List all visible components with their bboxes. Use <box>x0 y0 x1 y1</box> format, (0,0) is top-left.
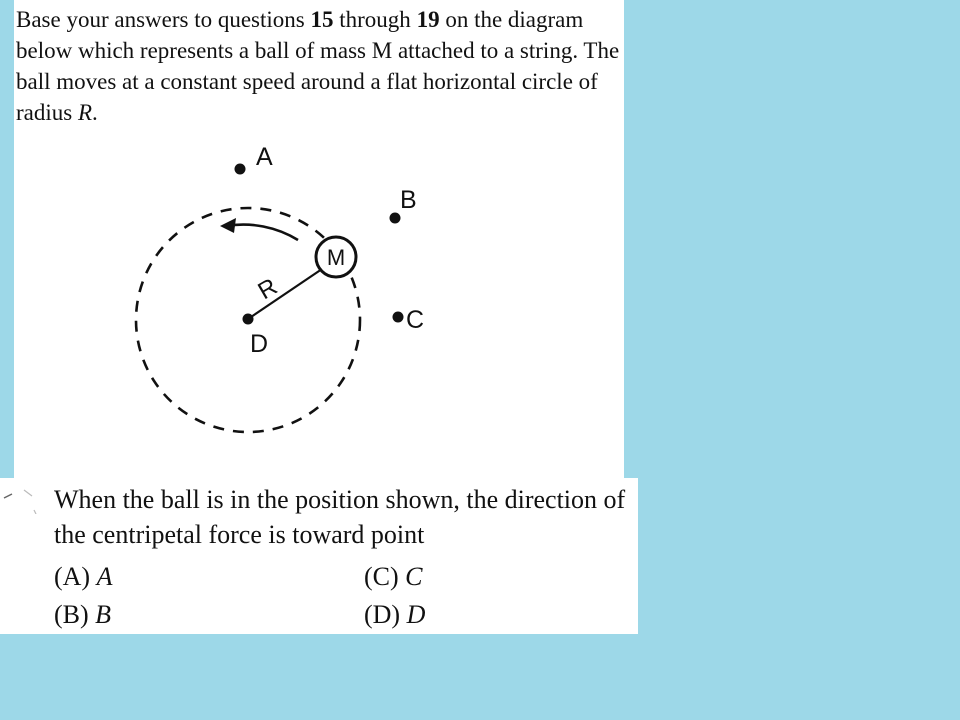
string-line <box>248 269 322 319</box>
motion-arrow <box>226 225 298 240</box>
point-b <box>390 213 401 224</box>
point-a <box>235 164 246 175</box>
intro-part3: on the diagram below which represents a ball of mass M attached to a string. The ball moves at a constant speed around a flat horizontal circle of radius <box>16 7 620 125</box>
question-panel <box>0 478 638 634</box>
choice-c[interactable] <box>364 562 423 592</box>
choice-c-key: (C) <box>364 562 399 591</box>
radius-label: R <box>253 273 283 306</box>
question-start-number: 15 <box>310 7 334 32</box>
question-text: When the ball is in the position shown, the direction of the centripetal force is toward point <box>54 485 626 549</box>
choice-a-key: (A) <box>54 562 91 591</box>
choice-b-value: B <box>95 600 112 629</box>
point-b-label: B <box>400 186 417 214</box>
corner-mark-icon <box>2 484 42 514</box>
point-c-label: C <box>406 306 425 334</box>
motion-arrowhead <box>220 218 236 233</box>
choice-c-value: C <box>405 562 423 591</box>
choice-d-key: (D) <box>364 600 401 629</box>
point-d-label: D <box>250 330 269 358</box>
intro-part2: through <box>333 7 417 32</box>
point-d <box>243 314 254 325</box>
choice-a-value: A <box>96 562 113 591</box>
circular-motion-diagram <box>14 0 624 482</box>
choice-b[interactable] <box>54 600 111 630</box>
point-c <box>393 312 404 323</box>
radius-symbol: R <box>77 100 93 125</box>
choice-a[interactable] <box>54 562 112 592</box>
intro-part1: Base your answers to questions <box>16 7 311 32</box>
choice-d-value: D <box>406 600 426 629</box>
question-end-number: 19 <box>416 7 440 32</box>
choice-d[interactable] <box>364 600 425 630</box>
intro-part4: . <box>92 100 98 125</box>
choice-b-key: (B) <box>54 600 89 629</box>
ball-mass-label: M <box>326 245 346 270</box>
point-a-label: A <box>256 143 273 171</box>
intro-panel <box>14 0 624 482</box>
